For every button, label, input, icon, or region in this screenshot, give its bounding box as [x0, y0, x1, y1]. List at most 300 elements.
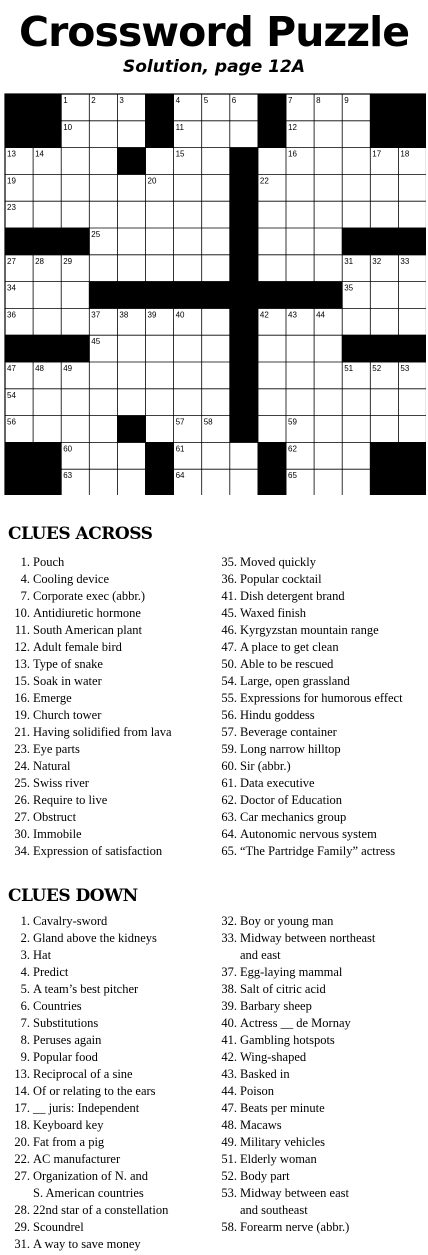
clue-item — [219, 947, 375, 964]
clue-item — [219, 913, 375, 930]
clue-number: 46. — [221, 623, 237, 637]
clue-number: 65. — [221, 844, 237, 858]
clue-number: 34. — [14, 844, 30, 858]
clue-item — [219, 1185, 375, 1202]
across-clues-left — [8, 554, 172, 860]
clue-number: 41. — [221, 589, 237, 603]
clue-text: Corporate exec (abbr.) — [33, 589, 146, 603]
clue-item — [219, 639, 403, 656]
cell-number: 40 — [175, 310, 185, 320]
cell-number: 33 — [400, 256, 410, 266]
cell-number: 45 — [91, 337, 101, 347]
cell-number: 59 — [288, 417, 297, 427]
clue-item — [219, 1015, 375, 1032]
clue-item — [219, 964, 375, 981]
clue-number: 36. — [221, 572, 237, 586]
clue-text: Peruses again — [33, 1033, 102, 1047]
clue-item — [8, 656, 172, 673]
clue-number: 39. — [221, 999, 237, 1013]
clue-item — [219, 1168, 375, 1185]
cell-number: 51 — [344, 364, 354, 373]
black-square — [33, 228, 62, 256]
clue-item — [219, 792, 403, 809]
clue-item — [8, 913, 168, 930]
down-clues-right — [219, 913, 375, 1236]
black-square — [398, 120, 426, 148]
cell-number: 21 — [231, 176, 241, 186]
clue-number: 22. — [14, 1152, 30, 1166]
clue-text: Doctor of Education — [240, 793, 343, 807]
clue-text: Moved quickly — [240, 555, 317, 569]
black-square — [398, 335, 426, 363]
clue-text: Salt of citric acid — [240, 982, 326, 996]
clue-item — [8, 707, 172, 724]
clue-item — [219, 622, 403, 639]
black-square — [33, 469, 62, 495]
black-square — [33, 335, 62, 363]
cell-number: 5 — [203, 96, 209, 105]
black-square — [398, 442, 426, 470]
clue-item — [8, 809, 172, 826]
clue-item — [8, 1032, 168, 1049]
clue-number: 18. — [14, 1118, 30, 1132]
cell-number: 22 — [259, 176, 269, 186]
cell-number: 14 — [35, 149, 45, 159]
clue-item — [219, 690, 403, 707]
clue-number: 43. — [221, 1067, 237, 1081]
clue-item — [219, 1219, 375, 1236]
clue-number: 47. — [221, 1101, 237, 1115]
clue-number: 49. — [221, 1135, 237, 1149]
clue-text: Elderly woman — [240, 1152, 317, 1166]
clue-number: 48. — [221, 1118, 237, 1132]
clue-item — [8, 981, 168, 998]
clue-text: Barbary sheep — [240, 999, 312, 1013]
clue-number: 42. — [221, 1050, 237, 1064]
clue-item — [219, 1083, 375, 1100]
clue-number: 3. — [20, 948, 30, 962]
clue-number: 6. — [20, 999, 30, 1013]
cell-number: 12 — [288, 122, 297, 132]
cell-number: 20 — [147, 176, 157, 186]
clue-number: 29. — [14, 1220, 30, 1234]
clue-text: Beats per minute — [240, 1101, 325, 1115]
clue-number: 10. — [14, 606, 30, 620]
cell-number: 53 — [400, 364, 410, 373]
clue-number: 58. — [221, 1220, 237, 1234]
clue-text: Scoundrel — [33, 1220, 84, 1234]
cell-number: 62 — [288, 444, 297, 454]
clue-number: 26. — [14, 793, 30, 807]
clue-text: Substitutions — [33, 1016, 99, 1030]
clue-text: Expression of satisfaction — [33, 844, 163, 858]
cell-number: 9 — [344, 96, 349, 105]
clue-item — [219, 826, 403, 843]
clue-item — [8, 775, 172, 792]
clue-item — [8, 947, 168, 964]
clue-item — [219, 673, 403, 690]
clue-item — [8, 639, 172, 656]
cell-number: 34 — [7, 283, 16, 293]
clue-item — [219, 707, 403, 724]
cell-number: 48 — [35, 364, 45, 373]
clue-text: Car mechanics group — [240, 810, 347, 824]
black-square — [145, 469, 174, 495]
clue-item — [219, 554, 403, 571]
black-square — [201, 281, 230, 309]
cell-number: 49 — [63, 364, 73, 373]
clue-text: and east — [240, 948, 281, 962]
clue-item — [219, 656, 403, 673]
clue-text: Popular cocktail — [240, 572, 322, 586]
clue-item — [8, 1066, 168, 1083]
clue-text: Type of snake — [33, 657, 103, 671]
clue-text: A team’s best pitcher — [33, 982, 139, 996]
clue-text: Military vehicles — [240, 1135, 326, 1149]
clue-item — [8, 1219, 168, 1236]
black-square — [370, 469, 399, 495]
clue-text: 22nd star of a constellation — [33, 1203, 169, 1217]
clue-text: Basked in — [240, 1067, 290, 1081]
clue-text: Poison — [240, 1084, 275, 1098]
cell-number: 54 — [7, 390, 16, 400]
clue-number: 31. — [14, 1237, 30, 1251]
clue-number: 7. — [20, 589, 30, 603]
clue-item — [219, 724, 403, 741]
clue-text: Beverage container — [240, 725, 337, 739]
clue-text: Midway between northeast — [240, 931, 376, 945]
cell-number: 50 — [231, 364, 241, 373]
cell-number: 29 — [63, 256, 73, 266]
cell-number: 61 — [175, 444, 185, 454]
cell-number: 64 — [175, 471, 185, 481]
clue-number: 27. — [14, 810, 30, 824]
cell-number: 37 — [91, 310, 101, 320]
black-square — [314, 281, 343, 309]
cell-number: 15 — [175, 149, 185, 159]
clue-text: Waxed finish — [240, 606, 306, 620]
clue-text: Expressions for humorous effect — [240, 691, 403, 705]
clue-number: 1. — [20, 555, 30, 569]
black-square — [342, 335, 371, 363]
clue-text: Forearm nerve (abbr.) — [240, 1220, 350, 1234]
clue-text: S. American countries — [33, 1186, 144, 1200]
clue-number: 16. — [14, 691, 30, 705]
clue-text: Cooling device — [33, 572, 110, 586]
clue-item — [219, 605, 403, 622]
cell-number: 17 — [372, 149, 382, 159]
cell-number: 41 — [231, 310, 241, 320]
cell-number: 52 — [372, 364, 382, 373]
clue-item — [8, 998, 168, 1015]
clue-item — [8, 1049, 168, 1066]
clue-text: Macaws — [240, 1118, 282, 1132]
clue-text: Reciprocal of a sine — [33, 1067, 133, 1081]
clue-number: 17. — [14, 1101, 30, 1115]
clue-text: Autonomic nervous system — [240, 827, 377, 841]
puzzle-title: Crossword Puzzle — [19, 8, 409, 56]
cell-number: 24 — [231, 203, 241, 213]
clue-text: Having solidified from lava — [33, 725, 172, 739]
cell-number: 1 — [63, 96, 68, 105]
crossword-grid[interactable] — [4, 93, 426, 495]
clue-number: 28. — [14, 1203, 30, 1217]
cell-number: 32 — [372, 256, 382, 266]
clue-number: 13. — [14, 657, 30, 671]
clue-item — [219, 809, 403, 826]
black-square — [370, 228, 399, 256]
black-square — [342, 228, 371, 256]
clue-text: Predict — [33, 965, 69, 979]
clue-number: 15. — [14, 674, 30, 688]
clue-number: 11. — [14, 623, 30, 637]
black-square — [33, 94, 62, 122]
clue-text: Adult female bird — [33, 640, 122, 654]
cell-number: 10 — [63, 122, 73, 132]
clue-text: Soak in water — [33, 674, 102, 688]
clue-text: Able to be rescued — [240, 657, 334, 671]
clue-item — [8, 1083, 168, 1100]
cell-number: 58 — [203, 417, 213, 427]
clue-text: Gland above the kidneys — [33, 931, 157, 945]
black-square — [258, 469, 287, 495]
down-clues-left — [8, 913, 168, 1253]
clue-number: 44. — [221, 1084, 237, 1098]
clue-item — [8, 1185, 168, 1202]
clue-text: Countries — [33, 999, 82, 1013]
clue-item — [219, 775, 403, 792]
black-square — [61, 335, 90, 363]
clue-number: 63. — [221, 810, 237, 824]
clue-text: Kyrgyzstan mountain range — [240, 623, 379, 637]
black-square — [145, 120, 174, 148]
black-square — [229, 415, 258, 443]
clue-text: and southeast — [240, 1203, 308, 1217]
clue-item — [8, 964, 168, 981]
clue-text: A way to save money — [33, 1237, 141, 1251]
clue-number: 21. — [14, 725, 30, 739]
clue-item — [8, 724, 172, 741]
clue-item — [8, 673, 172, 690]
puzzle-subtitle: Solution, page 12A — [122, 57, 306, 77]
clue-item — [8, 1168, 168, 1185]
clue-number: 4. — [20, 965, 30, 979]
clue-text: Boy or young man — [240, 914, 334, 928]
clue-text: Require to live — [33, 793, 108, 807]
clue-number: 54. — [221, 674, 237, 688]
black-square — [370, 94, 399, 122]
clue-item — [219, 1100, 375, 1117]
clue-text: Body part — [240, 1169, 290, 1183]
clue-text: Sir (abbr.) — [240, 759, 291, 773]
clue-number: 52. — [221, 1169, 237, 1183]
cell-number: 7 — [288, 96, 293, 105]
clue-text: Keyboard key — [33, 1118, 104, 1132]
across-heading: CLUES ACROSS — [8, 524, 153, 544]
cell-number: 43 — [288, 310, 297, 320]
cell-number: 19 — [7, 176, 16, 186]
black-square — [398, 94, 426, 122]
clue-item — [8, 1202, 168, 1219]
cell-number: 36 — [7, 310, 16, 320]
clue-item — [8, 605, 172, 622]
clue-item — [219, 1066, 375, 1083]
cell-number: 31 — [344, 256, 354, 266]
clue-number: 4. — [20, 572, 30, 586]
cell-number: 8 — [316, 96, 321, 105]
down-heading: CLUES DOWN — [8, 886, 138, 906]
cell-number: 42 — [259, 310, 269, 320]
clue-text: __ juris: Independent — [33, 1101, 140, 1115]
clue-item — [8, 843, 172, 860]
clue-number: 33. — [221, 931, 237, 945]
cell-number: 65 — [288, 471, 297, 481]
clue-text: Natural — [33, 759, 71, 773]
cell-number: 23 — [7, 203, 16, 213]
clue-text: Swiss river — [33, 776, 89, 790]
clue-number: 61. — [221, 776, 237, 790]
black-square — [258, 281, 287, 309]
clue-number: 45. — [221, 606, 237, 620]
clue-number: 50. — [221, 657, 237, 671]
black-square — [61, 228, 90, 256]
cell-number: 57 — [175, 417, 185, 427]
clue-number: 64. — [221, 827, 237, 841]
clue-item — [8, 741, 172, 758]
cell-number: 13 — [7, 149, 16, 159]
clue-item — [8, 1117, 168, 1134]
black-square — [370, 120, 399, 148]
black-square — [286, 281, 315, 309]
clue-number: 35. — [221, 555, 237, 569]
clue-item — [219, 930, 375, 947]
black-square — [370, 335, 399, 363]
clue-number: 47. — [221, 640, 237, 654]
clue-number: 5. — [20, 982, 30, 996]
clue-text: Church tower — [33, 708, 102, 722]
black-square — [229, 147, 258, 175]
clue-item — [8, 554, 172, 571]
clue-text: Large, open grassland — [240, 674, 350, 688]
clue-number: 30. — [14, 827, 30, 841]
clue-number: 51. — [221, 1152, 237, 1166]
clue-item — [219, 1151, 375, 1168]
cell-number: 55 — [231, 390, 241, 400]
black-square — [145, 94, 174, 122]
black-square — [5, 120, 34, 148]
clue-number: 2. — [20, 931, 30, 945]
clue-item — [219, 998, 375, 1015]
black-square — [398, 228, 426, 256]
clue-item — [8, 622, 172, 639]
black-square — [33, 120, 62, 148]
clue-number: 25. — [14, 776, 30, 790]
black-square — [398, 469, 426, 495]
clue-number: 62. — [221, 793, 237, 807]
clue-number: 7. — [20, 1016, 30, 1030]
clue-number: 1. — [20, 914, 30, 928]
clue-text: Dish detergent brand — [240, 589, 345, 603]
black-square — [5, 335, 34, 363]
clue-item — [8, 588, 172, 605]
clue-item — [219, 1202, 375, 1219]
clue-text: Antidiuretic hormone — [33, 606, 141, 620]
clue-number: 56. — [221, 708, 237, 722]
clue-item — [8, 826, 172, 843]
clue-text: Data executive — [240, 776, 315, 790]
clue-number: 55. — [221, 691, 237, 705]
cell-number: 27 — [7, 256, 16, 266]
cell-number: 28 — [35, 256, 45, 266]
clue-item — [8, 792, 172, 809]
clue-item — [219, 843, 403, 860]
clue-text: Obstruct — [33, 810, 77, 824]
clue-number: 24. — [14, 759, 30, 773]
cell-number: 2 — [91, 96, 96, 105]
clue-text: Organization of N. and — [33, 1169, 149, 1183]
clue-text: “The Partridge Family” actress — [240, 844, 396, 858]
clue-text: Cavalry-sword — [33, 914, 108, 928]
clue-item — [219, 1032, 375, 1049]
clue-item — [219, 571, 403, 588]
clue-item — [219, 758, 403, 775]
clue-text: AC manufacturer — [33, 1152, 121, 1166]
clue-text: Immobile — [33, 827, 82, 841]
clue-text: Emerge — [33, 691, 72, 705]
black-square — [5, 469, 34, 495]
clue-item — [219, 1117, 375, 1134]
across-clues-right — [219, 554, 403, 860]
cell-number: 26 — [231, 230, 241, 239]
clue-number: 19. — [14, 708, 30, 722]
clue-number: 38. — [221, 982, 237, 996]
black-square — [145, 281, 174, 309]
clue-item — [8, 1015, 168, 1032]
cell-number: 46 — [231, 337, 241, 347]
clue-text: Egg-laying mammal — [240, 965, 343, 979]
black-square — [33, 442, 62, 470]
clue-number: 23. — [14, 742, 30, 756]
clue-text: Eye parts — [33, 742, 80, 756]
clue-number: 13. — [14, 1067, 30, 1081]
clue-text: Popular food — [33, 1050, 98, 1064]
black-square — [117, 147, 146, 175]
clue-number: 9. — [20, 1050, 30, 1064]
clue-number: 40. — [221, 1016, 237, 1030]
clue-number: 41. — [221, 1033, 237, 1047]
clue-text: South American plant — [33, 623, 143, 637]
clue-text: Pouch — [33, 555, 65, 569]
cell-number: 39 — [147, 310, 157, 320]
black-square — [117, 415, 146, 443]
black-square — [229, 281, 258, 309]
cell-number: 38 — [119, 310, 129, 320]
clue-text: Midway between east — [240, 1186, 349, 1200]
clue-text: Hat — [33, 948, 52, 962]
black-square — [5, 442, 34, 470]
clue-item — [8, 1134, 168, 1151]
cell-number: 16 — [288, 149, 297, 159]
clue-item — [219, 1134, 375, 1151]
clue-item — [219, 588, 403, 605]
black-square — [117, 281, 146, 309]
clue-text: Actress __ de Mornay — [240, 1016, 351, 1030]
clue-item — [8, 758, 172, 775]
clue-item — [8, 1236, 168, 1253]
clue-number: 8. — [20, 1033, 30, 1047]
black-square — [370, 442, 399, 470]
clue-item — [8, 571, 172, 588]
